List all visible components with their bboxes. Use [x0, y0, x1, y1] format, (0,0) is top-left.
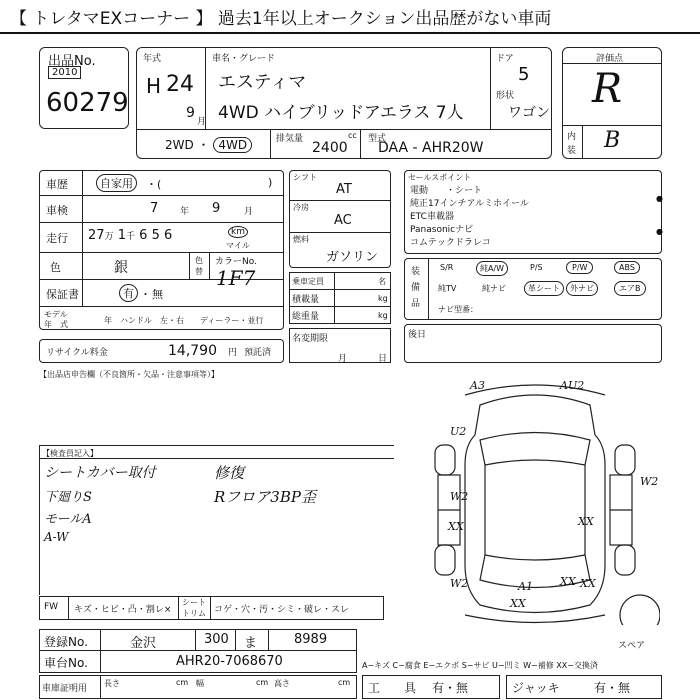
warranty-label: 保証書 — [46, 288, 79, 301]
car-name: エスティマ — [218, 72, 307, 93]
mark-xx-rear: XX — [510, 597, 526, 610]
seat-label-1: シート — [182, 598, 206, 607]
auction-header — [0, 0, 700, 30]
sales-point-4: Panasonicナビ — [410, 225, 474, 235]
equip-leather: 革シート — [524, 281, 564, 296]
recycle-note: 預託済 — [244, 348, 272, 358]
month-value: 9 — [186, 105, 195, 121]
inspector-right-2: Rフロア3BP歪 — [214, 488, 316, 506]
name-change-label: 名変期限 — [292, 334, 329, 344]
reki-value: 自家用 — [96, 174, 137, 192]
sales-point-3: ETC車載器 — [410, 212, 454, 222]
load-label: 積載量 — [292, 295, 320, 305]
cert-cm-1: cm — [176, 678, 189, 687]
equip-label-3: 品 — [411, 299, 421, 309]
color-change-label-2: 替 — [195, 267, 203, 276]
interior-score: B — [604, 128, 621, 153]
lot-label: 出品No. — [48, 54, 96, 69]
shape: ワゴン — [508, 105, 550, 121]
mark-w2-right: W2 — [640, 475, 659, 488]
mark-w2-left: W2 — [450, 490, 469, 503]
mark-au2: AU2 — [560, 379, 585, 392]
fuel-value: ガソリン — [326, 250, 379, 265]
model-label: 型式 — [368, 134, 387, 144]
model-year-text: 年 ハンドル 左・右 ディーラー・並行 — [104, 316, 264, 325]
equip-pw: P/W — [566, 261, 593, 274]
shift-label: シフト — [293, 173, 317, 182]
mark-w2-rear: W2 — [450, 577, 469, 590]
unit-mile: マイル — [226, 241, 250, 250]
equip-ps: P/S — [530, 263, 543, 272]
mileage-digit-4: 6 — [139, 228, 148, 243]
scroll-mark-1: ● — [656, 194, 663, 203]
registration-number: 8989 — [294, 632, 328, 647]
chassis-label: 車台No. — [44, 656, 88, 670]
inspector-left-2: 下廻りS — [44, 490, 92, 505]
lot-box — [39, 47, 129, 129]
unit-sen: 千 — [126, 232, 136, 242]
declaration-label: 【出品店申告欄（不良箇所・欠品・注意事項等）】 — [39, 370, 219, 379]
front-windshield — [480, 433, 590, 466]
mileage-readout — [88, 228, 172, 243]
model-year-label-2: 年 式 — [44, 320, 68, 329]
equip-tv: 純TV — [438, 284, 457, 293]
inspector-left-4: A-W — [44, 530, 69, 544]
warranty-yes: 有 — [119, 284, 138, 302]
equip-aw: 純A/W — [476, 261, 508, 276]
equip-ext-navi: 外ナビ — [566, 281, 598, 296]
color-label: 色 — [50, 261, 61, 274]
sales-point-1: 電動 ・シート — [410, 186, 483, 196]
inspector-right-1: 修復 — [214, 464, 245, 482]
mark-xx-rear-right: XX — [560, 575, 576, 588]
registration-kana: ま — [244, 636, 258, 651]
displacement-unit: cc — [348, 131, 357, 140]
wheel-front-left — [435, 445, 455, 475]
spare-label: スペア — [618, 641, 646, 651]
model-year-label-1: モデル — [44, 310, 68, 319]
reki-paren-close: ) — [268, 176, 273, 189]
lot-year-stamp: 2010 — [48, 66, 81, 79]
fw-text: キズ・ヒビ・凸・割レ× — [74, 605, 172, 615]
car-grade: 4WD ハイブリッドアエラス 7人 — [218, 103, 464, 123]
mark-xx-wheel: XX — [580, 577, 596, 590]
drive-options — [165, 136, 252, 153]
color-value: 銀 — [114, 260, 128, 276]
drive-4wd-selected: 4WD — [213, 137, 252, 153]
tools-label: 工 具 — [368, 681, 417, 695]
mark-u2: U2 — [450, 425, 467, 438]
mark-a1: A1 — [518, 580, 533, 593]
jack-value: 有・無 — [594, 681, 631, 695]
name-change-month: 月 — [338, 354, 348, 364]
scroll-mark-2: ● — [656, 227, 663, 236]
seat-label-2: トリム — [182, 609, 206, 618]
equip-abs: ABS — [614, 261, 640, 274]
mileage-digit-5: 5 — [151, 228, 160, 243]
aircon-value: AC — [334, 213, 352, 228]
unit-km: km — [228, 226, 248, 238]
recycle-label: リサイクル料金 — [46, 348, 108, 358]
post-notes-box — [404, 324, 662, 363]
mark-xx-left: XX — [448, 520, 464, 533]
mileage-digit-6: 6 — [164, 228, 173, 243]
inspector-left-1: シートカバー取付 — [44, 465, 156, 481]
inspector-left-3: モールA — [44, 512, 92, 527]
recycle-unit: 円 — [228, 348, 238, 358]
chassis-value: AHR20-7068670 — [176, 654, 283, 669]
interior-label-2: 装 — [567, 146, 577, 156]
month-unit: 月 — [197, 117, 207, 127]
displacement: 2400 — [312, 140, 348, 156]
certificate-label: 車庫証明用 — [42, 684, 88, 694]
cert-cm-3: cm — [338, 678, 351, 687]
name-label: 車名・グレード — [212, 54, 276, 64]
shape-label: 形状 — [496, 91, 515, 101]
mileage-digit-3: 1 — [117, 228, 126, 243]
reki-paren: ・( — [146, 178, 162, 191]
weight-label: 総重量 — [292, 312, 320, 322]
grade-label: 評価点 — [596, 54, 624, 64]
year-label: 年式 — [143, 54, 162, 64]
mileage-digit-2: 7 — [96, 228, 105, 243]
cert-cm-2: cm — [256, 678, 269, 687]
wheel-rear-right — [615, 545, 635, 575]
grade-score: R — [592, 66, 623, 112]
weight-unit: kg — [378, 311, 388, 320]
post-notes-label: 後日 — [408, 330, 427, 340]
warranty-sep: ・ — [140, 288, 151, 301]
inspector-label: 【検査員記入】 — [42, 449, 98, 458]
registration-class: 300 — [204, 632, 229, 647]
shaken-year-unit: 年 — [180, 207, 190, 217]
aircon-label: 冷房 — [293, 203, 309, 212]
unit-man: 万 — [104, 232, 114, 242]
fw-label: FW — [44, 602, 59, 612]
shift-value: AT — [336, 182, 352, 197]
shaken-year: 7 — [150, 201, 159, 216]
cert-length: 長さ — [104, 679, 120, 688]
lot-number: 60279 — [46, 88, 129, 118]
navi-model-label: ナビ型番： — [438, 305, 478, 314]
capacity-label: 乗車定員 — [292, 277, 324, 286]
drive-2wd: 2WD ・ — [165, 138, 214, 152]
warranty-no: 無 — [152, 288, 163, 301]
mark-a3: A3 — [470, 379, 485, 392]
header-title: 【 トレタマEXコーナー 】 過去1年以上オークション出品歴がない車両 — [10, 9, 552, 29]
capacity-unit: 名 — [378, 277, 386, 286]
door-label: ドア — [496, 54, 514, 64]
tools-value: 有・無 — [432, 681, 469, 695]
mileage-digit-1: 2 — [88, 228, 97, 243]
jack-label: ジャッキ — [512, 681, 560, 695]
equip-airbag: エアB — [614, 281, 646, 296]
registration-label: 登録No. — [44, 635, 88, 649]
damage-legend: A−キズ C−腐食 E−エクボ S−サビ U−凹ミ W−補修 XX−交換済 — [362, 661, 598, 670]
model: DAA - AHR20W — [378, 140, 484, 156]
year-value: 24 — [166, 72, 194, 97]
equip-label-2: 備 — [411, 283, 421, 293]
color-no: 1F7 — [216, 266, 256, 290]
cert-width: 幅 — [196, 679, 204, 688]
name-change-day: 日 — [378, 354, 388, 364]
equip-navi: 純ナビ — [482, 284, 506, 293]
cert-height: 高さ — [274, 679, 290, 688]
equip-label-1: 装 — [411, 267, 421, 277]
seat-text: コゲ・穴・汚・シミ・破レ・スレ — [214, 605, 350, 615]
fuel-label: 燃料 — [293, 235, 309, 244]
shaken-month: 9 — [212, 201, 221, 216]
shaken-label: 車検 — [46, 204, 68, 217]
interior-label-1: 内 — [567, 132, 577, 142]
wheel-rear-left — [435, 545, 455, 575]
shaken-month-unit: 月 — [244, 207, 254, 217]
registration-city: 金沢 — [130, 636, 157, 651]
sales-point-2: 純正17インチアルミホイール — [410, 199, 529, 209]
color-change-label-1: 色 — [195, 256, 203, 265]
wheel-front-right — [615, 445, 635, 475]
color-no-label: カラーNo. — [215, 257, 257, 267]
spare-tire — [620, 595, 660, 625]
recycle-value: 14,790 — [168, 343, 217, 359]
mark-xx-right: XX — [578, 515, 594, 528]
sales-point-5: コムテックドラレコ — [410, 238, 491, 248]
load-unit: kg — [378, 294, 388, 303]
displacement-label: 排気量 — [276, 134, 304, 144]
reki-label: 車歴 — [46, 178, 68, 191]
sales-points-label: セールスポイント — [408, 173, 472, 182]
era: H — [146, 74, 162, 98]
equip-sr: S/R — [440, 263, 454, 272]
mileage-label: 走行 — [46, 232, 68, 245]
car-damage-diagram — [410, 375, 660, 625]
doors: 5 — [518, 64, 530, 85]
